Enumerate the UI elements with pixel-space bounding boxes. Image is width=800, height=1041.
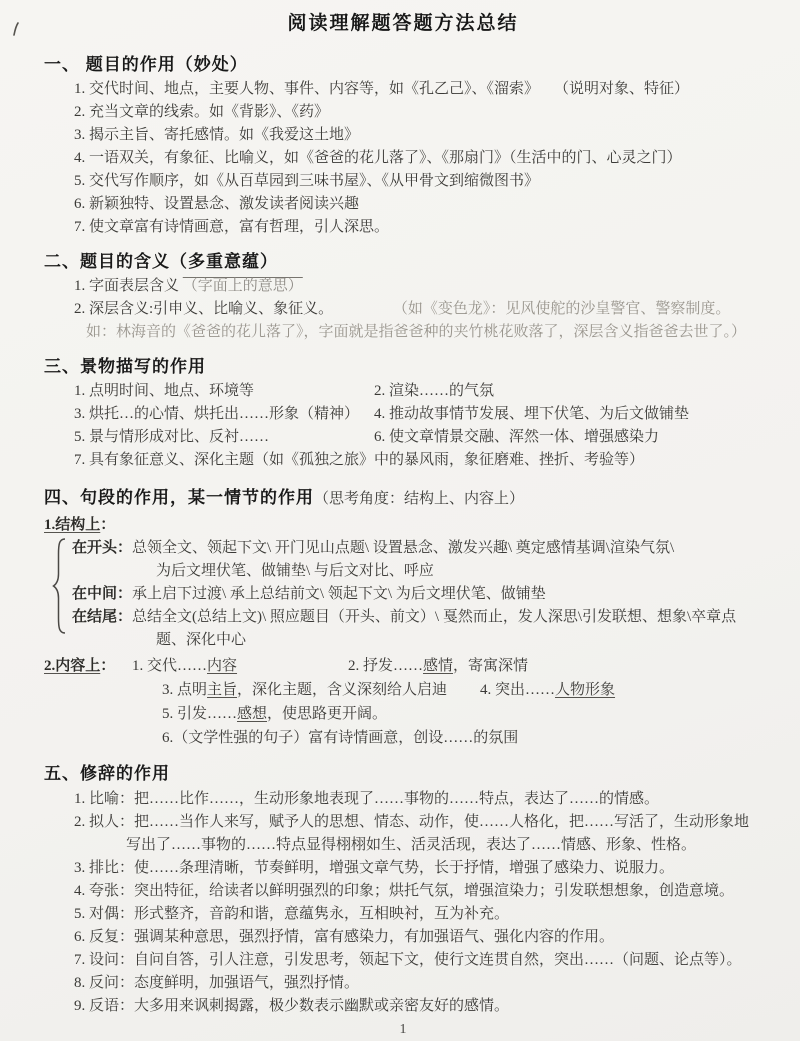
opening-line: [72, 537, 762, 560]
list-item: 4. 一语双关，有象征、比喻义，如《爸爸的花儿落了》、《那扇门》（生活中的门、心灵之门）: [74, 150, 682, 166]
ending-line-wrap: 题、深化中心: [156, 632, 247, 648]
opening-label: 在开头：: [72, 540, 133, 556]
underlined-word: 感想: [237, 706, 268, 722]
handwritten-annotation: （如《变色龙》：见风使舵的沙皇警官、警察制度。: [392, 301, 731, 317]
section-sentence-function: [44, 487, 762, 750]
structure-subheading: [44, 513, 762, 537]
example-annotation: 如：林海音的《爸爸的花儿落了》，字面就是指爸爸种的夹竹桃花败落了，深层含义指爸爸去世了。）: [86, 324, 747, 340]
table-row: [132, 654, 762, 678]
table-row: [74, 403, 762, 426]
middle-line: [72, 583, 762, 606]
content-items: [132, 654, 762, 750]
colon: ：: [100, 517, 116, 533]
list-item: 2. 拟人：把……当作人来写，赋予人的思想、情态、动作，使……人格化，把……写活了，生动形象地写出了……事物的……特点显得栩栩如生、活灵活现，表达了……情感、形象、性格。: [74, 814, 750, 853]
list-item: [132, 654, 348, 678]
ending-line: [72, 606, 762, 629]
list-item: 1. 交代时间、地点，主要人物、事件、内容等，如《孔乙己》、《溜索》 （说明对象、特征）: [74, 81, 690, 97]
section-rhetoric-function: [44, 763, 762, 1018]
page-title: 阅读理解题答题方法总结: [287, 13, 519, 34]
pen-stray-mark-icon: [12, 22, 22, 41]
structure-brace-block: [54, 537, 762, 652]
middle-text: 承上启下过渡\ 承上总结前文\ 领起下文\ 为后文埋伏笔、做铺垫: [132, 586, 546, 602]
section-5-heading: 五、修辞的作用: [44, 764, 170, 783]
section-5-items: [44, 788, 762, 1018]
content-subheading: [44, 654, 132, 750]
item-text: 3. 点明: [162, 682, 208, 698]
table-row: [74, 380, 762, 403]
ending-text: 总结全文(总结上文)\ 照应题目（开头、前文）\ 戛然而止，发人深思\引发联想、想象\卒章点: [132, 609, 737, 625]
section-4-heading-bold: 四、句段的作用，某一情节的作用: [44, 488, 314, 507]
item-text: 5. 引发……: [162, 706, 238, 722]
list-item: [74, 298, 762, 321]
list-item: 7. 使文章富有诗情画意，富有哲理，引人深思。: [74, 219, 390, 235]
table-row: [74, 426, 762, 449]
section-1-heading: 一、 题目的作用（妙处）: [44, 55, 248, 74]
list-item: 8. 反问：态度鲜明，加强语气，强烈抒情。: [74, 975, 360, 991]
list-item: 9. 反语：大多用来讽刺揭露，极少数表示幽默或亲密友好的感情。: [74, 998, 510, 1014]
item-text: 2. 抒发……: [348, 658, 424, 674]
list-item: 1. 比喻：把……比作……，生动形象地表现了……事物的……特点，表达了……的情感。: [74, 791, 660, 807]
item-text: ，深化主题，含义深刻给人启迪: [237, 682, 448, 698]
section-1-items: [44, 78, 762, 239]
section-2-heading: 二、题目的含义（多重意蕴）: [44, 252, 278, 271]
list-item: 6. 新颖独特、设置悬念、激发读者阅读兴趣: [74, 196, 360, 212]
list-item: [162, 702, 387, 726]
middle-label: 在中间：: [72, 586, 133, 602]
deep-meaning-text: 2. 深层含义:引申义、比喻义、象征义。: [74, 301, 334, 317]
section-scenery-function: [44, 356, 762, 472]
item-text: 4. 突出……: [480, 682, 556, 698]
list-item: 3. 烘托…的心情、烘托出……形象（精神）: [74, 406, 360, 422]
list-item: 5. 景与情形成对比、反衬……: [74, 429, 270, 445]
opening-text: 总领全文、领起下文\ 开门见山点题\ 设置悬念、激发兴趣\ 奠定感情基调\渲染气氛\: [132, 540, 675, 556]
list-item: 6. 使文章情景交融、浑然一体、增强感染力: [374, 429, 660, 445]
item-text: ，寄寓深情: [453, 658, 529, 674]
underlined-word: 主旨: [207, 682, 238, 698]
item-text: 1. 交代……: [132, 658, 208, 674]
literal-meaning-text: 1. 字面表层含义: [74, 278, 180, 294]
section-title-meaning: [44, 251, 762, 344]
list-item: [162, 678, 480, 702]
list-item: 7. 具有象征意义、深化主题（如《孤独之旅》中的暴风雨，象征磨难、挫折、考验等）: [74, 452, 645, 468]
section-title-function: [44, 54, 762, 239]
list-item: [480, 678, 615, 702]
content-subsection: [44, 654, 762, 750]
list-item: [348, 654, 528, 678]
list-item: 4. 推动故事情节发展、埋下伏笔、为后文做铺垫: [374, 406, 690, 422]
list-item: 5. 对偶：形式整齐，音韵和谐，意蕴隽永，互相映衬，互为补充。: [74, 906, 510, 922]
underlined-word: 人物形象: [555, 682, 616, 698]
section-3-heading: 三、景物描写的作用: [44, 357, 206, 376]
list-item: 1. 点明时间、地点、环境等: [74, 383, 255, 399]
section-3-items: [44, 380, 762, 472]
underlined-word: 感情: [423, 658, 454, 674]
list-item: 7. 设问：自问自答，引人注意，引发思考，领起下文，使行文连贯自然，突出……（问题、论点等）。: [74, 952, 742, 968]
table-row: [132, 702, 762, 726]
item-text: ，使思路更开阔。: [267, 706, 388, 722]
section-4-heading: [44, 487, 762, 510]
ending-label: 在结尾：: [72, 609, 133, 625]
list-item: 3. 揭示主旨、寄托感情。如《我爱这土地》: [74, 127, 360, 143]
list-item: [74, 275, 762, 298]
list-item: 2. 渲染……的气氛: [374, 383, 495, 399]
list-item: 6. 反复：强调某种意思，强烈抒情，富有感染力，有加强语气、强化内容的作用。: [74, 929, 615, 945]
list-item: 3. 排比：使……条理清晰，节奏鲜明，增强文章气势，长于抒情，增强了感染力、说服力。: [74, 860, 675, 876]
list-item: 4. 夸张：突出特征，给读者以鲜明强烈的印象；烘托气氛，增强渲染力；引发联想想象，创造意境。: [74, 883, 735, 899]
curly-brace-icon: [52, 538, 68, 642]
section-2-items: [44, 275, 762, 344]
underlined-word: 内容: [207, 658, 238, 674]
list-item: 2. 充当文章的线索。如《背影》、《药》: [74, 104, 330, 120]
list-item: 5. 交代写作顺序，如《从百草园到三味书屋》、《从甲骨文到缩微图书》: [74, 173, 540, 189]
page-number: 1: [399, 1022, 407, 1037]
opening-line-wrap: 为后文埋伏笔、做铺垫\ 与后文对比、呼应: [156, 563, 434, 579]
content-label: 2.内容上: [44, 658, 101, 674]
section-4-heading-tail: （思考角度：结构上、内容上）: [314, 491, 525, 507]
table-row: [132, 678, 762, 702]
colon: ：: [100, 658, 116, 674]
list-item: 6.（文学性强的句子）富有诗情画意，创设……的氛围: [162, 730, 519, 746]
structure-label: 1.结构上: [44, 517, 101, 533]
handwritten-annotation: （字面上的意思）: [182, 278, 303, 294]
table-row: [132, 726, 762, 750]
